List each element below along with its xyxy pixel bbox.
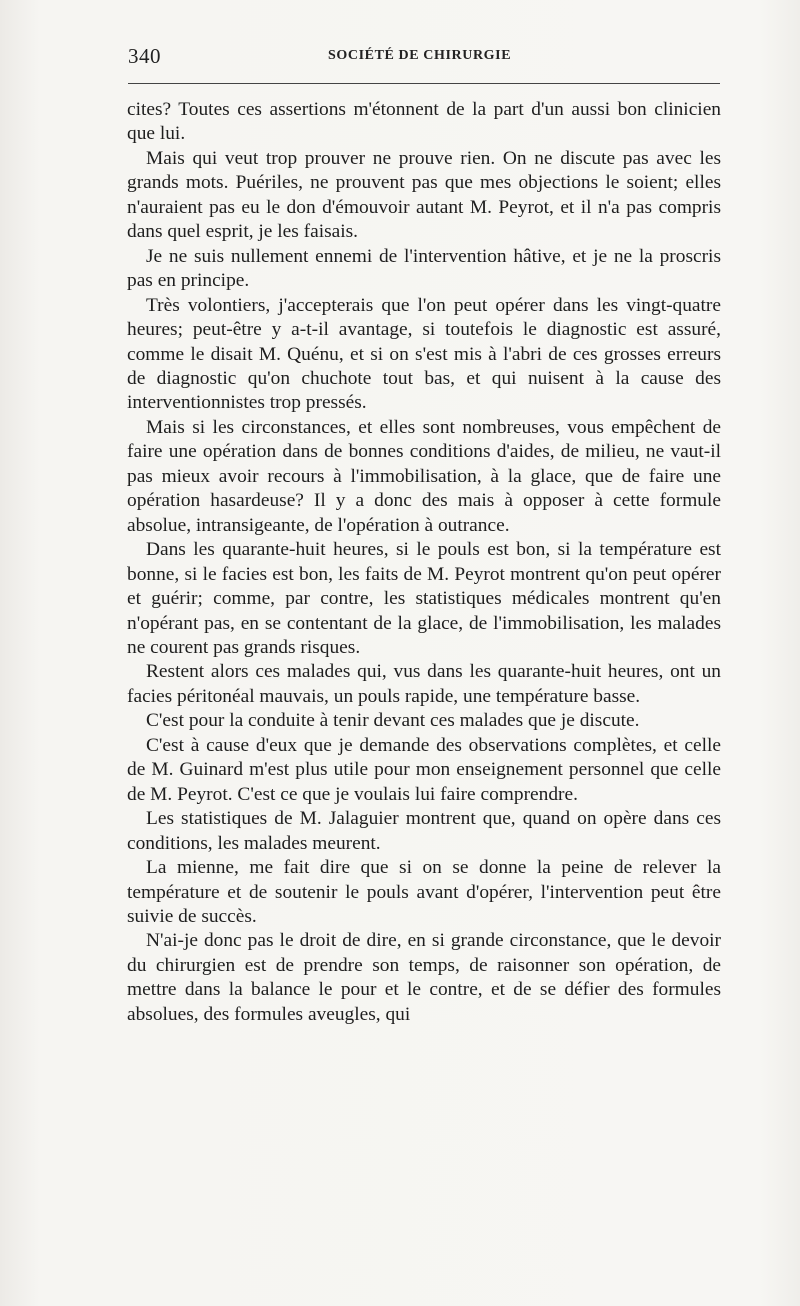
- paragraph: Mais qui veut trop prouver ne prouve rien. On ne discute pas avec les grands mots. Puériles, ne prouvent pas que mes objections le soient; elles n'auraient pas eu le don d'émouvoir autant M. Peyrot, et il n'a pas compris dans quel esprit, je les faisais.: [127, 147, 721, 243]
- paragraph: N'ai-je donc pas le droit de dire, en si grande circonstance, que le devoir du chirurgien est de prendre son temps, de raisonner son opération, de mettre dans la balance le pour et le contre, et de se défier des formules absolues, des formules aveugles, qui: [127, 930, 721, 1025]
- paragraph: C'est à cause d'eux que je demande des observations complètes, et celle de M. Guinard m'est plus utile pour mon enseignement personnel que celle de M. Peyrot. C'est ce que je voulais lui faire comprendre.: [127, 734, 721, 805]
- journal-title: SOCIÉTÉ DE CHIRURGIE: [328, 48, 512, 63]
- page-number: 340: [128, 44, 161, 68]
- paragraph: Restent alors ces malades qui, vus dans les quarante-huit heures, ont un facies péritonéal mauvais, un pouls rapide, une température basse.: [127, 661, 721, 707]
- header-rule: [128, 83, 720, 84]
- paragraph: Mais si les circonstances, et elles sont nombreuses, vous empêchent de faire une opération dans de bonnes conditions d'aides, de milieu, ne vaut-il pas mieux avoir recours à l'immobilisation, à la glace, que de faire une opération hasardeuse? Il y a donc des mais à opposer à cette formule absolue, intransigeante, de l'opération à outrance.: [127, 416, 721, 536]
- paragraph: Les statistiques de M. Jalaguier montrent que, quand on opère dans ces conditions, les malades meurent.: [127, 808, 721, 854]
- paragraph: C'est pour la conduite à tenir devant ces malades que je discute.: [146, 710, 640, 732]
- paragraph: Très volontiers, j'accepterais que l'on peut opérer dans les vingt-quatre heures; peut-être y a-t-il avantage, si toutefois le diagnostic est assuré, comme le disait M. Quénu, et si on s'est mis à l'abri de ces grosses erreurs de diagnostic qu'on chuchote tout bas, et qui nuisent à la cause des interventionnistes trop pressés.: [127, 294, 721, 414]
- paragraph: Dans les quarante-huit heures, si le pouls est bon, si la température est bonne, si le facies est bon, les faits de M. Peyrot montrent qu'on peut opérer et guérir; comme, par contre, les statistiques médicales montrent qu'en n'opérant pas, en se contentant de la glace, de l'immobilisation, les malades ne courent pas grands risques.: [127, 539, 721, 658]
- paragraph: Je ne suis nullement ennemi de l'intervention hâtive, et je ne la proscris pas en principe.: [127, 245, 721, 292]
- body-text: [127, 98, 721, 1027]
- paragraph: cites? Toutes ces assertions m'étonnent de la part d'un aussi bon clinicien que lui.: [127, 99, 721, 145]
- running-head: [128, 44, 720, 72]
- paragraph: La mienne, me fait dire que si on se donne la peine de relever la température et de soutenir le pouls avant d'opérer, l'intervention peut être suivie de succès.: [127, 857, 721, 927]
